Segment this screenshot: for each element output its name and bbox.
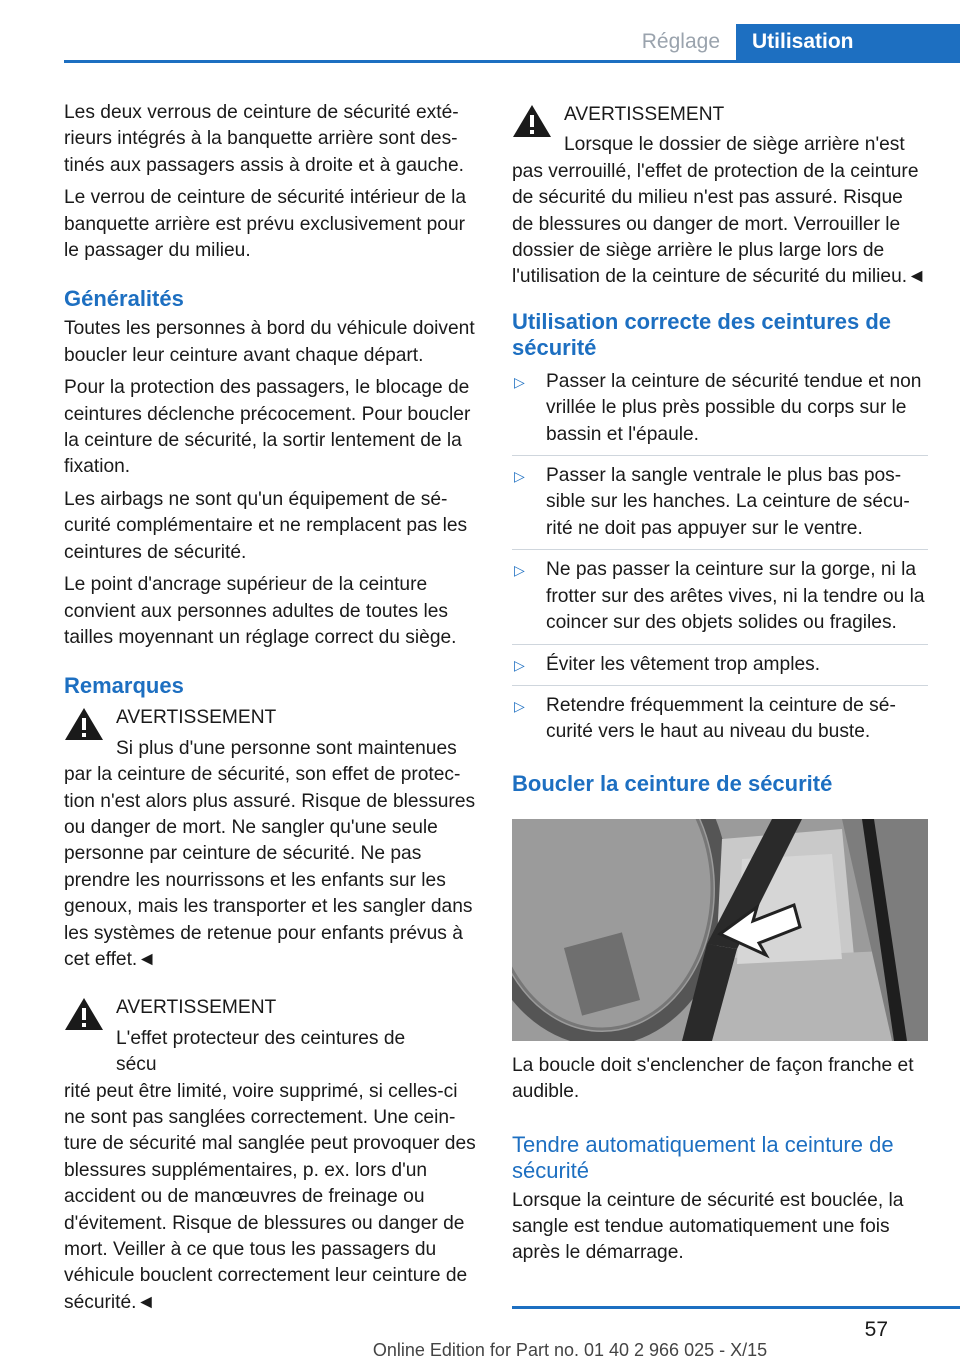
heading-tendre: Tendre automatiquement la ceinture de sécurité: [512, 1131, 894, 1183]
right-column: [512, 100, 928, 1273]
paragraph: Toutes les personnes à bord du véhicule doivent boucler leur ceinture avant chaque départ.: [64, 318, 475, 366]
warning-text: Si plus d'une personne sont maintenues par la ceinture de sécurité, son effet de protection n'est alors plus assuré. Risque de blessures ou danger de mort. Ne sangler qu'une seule personne par ceinture de sécurité. Ne pas prendre les nourrissons et les enfants sur les genoux, mais les transporter et les sangler dans les systèmes de retenue pour enfants prévus à cet effet.◄: [64, 737, 476, 970]
tab-reglage[interactable]: Réglage: [641, 30, 720, 53]
heading-utilisation-correcte: Utilisation correcte des ceintures de sécurité: [512, 308, 892, 360]
header-divider: [64, 60, 960, 63]
warning-title: AVERTISSEMENT: [116, 707, 277, 729]
triangle-bullet-icon: ▷: [514, 373, 525, 390]
paragraph: Les deux verrous de ceinture de sécurité extérieurs intégrés à la banquette arrière sont destinés aux passagers assis à droite et à gauche.: [64, 102, 464, 176]
heading-generalites: Généralités: [64, 286, 184, 312]
list-item: ▷ Passer la ceinture de sécurité tendue et non vrillée le plus près possible du corps sur le bassin et l'épaule.: [512, 369, 928, 456]
instruction-list: [512, 369, 928, 753]
warning-text: Lorsque le dossier de siège arrière n'est pas verrouillé, l'effet de protection de la ceinture de sécurité du milieu n'est pas assuré. Risque de blessures ou danger de mort. Verrouiller le dossier de siège arrière le plus large lors de l'utilisation de la ceinture de sécurité du milieu.◄: [512, 134, 927, 288]
paragraph: La boucle doit s'enclencher de façon franche et audible.: [512, 1054, 914, 1103]
warning-icon: [64, 997, 104, 1031]
warning-block: [64, 995, 480, 1316]
warning-text: L'effet protecteur des ceintures de sécu rité peut être limité, voire supprimé, si celles-ci ne sont pas sanglées correctement. Une ceinture de sécurité mal sanglée peut provoquer des blessures supplémentaires, p. ex. lors d'un accident ou de manœuvres de freinage ou d'évitement. Risque de blessures ou danger de mort. Veiller à ce que tous les passagers du véhicule bouclent correctement leur ceinture de sécurité.◄: [64, 1027, 476, 1313]
triangle-bullet-icon: ▷: [514, 656, 525, 673]
edition-note: Online Edition for Part no. 01 40 2 966 025 - X/15: [372, 1340, 768, 1360]
paragraph: Lorsque la ceinture de sécurité est bouclée, la sangle est tendue automatiquement une fois après le démarrage.: [512, 1189, 904, 1264]
warning-block: [512, 102, 928, 291]
heading-boucler: Boucler la ceinture de sécurité: [512, 770, 833, 796]
paragraph: Pour la protection des passagers, le blocage de ceintures déclenche précocement. Pour boucler la ceinture de sécurité, la sortir lentement de la fixation.: [64, 377, 471, 478]
list-item: ▷ Passer la sangle ventrale le plus bas possible sur les hanches. La ceinture de sécurité ne doit pas appuyer sur le ventre.: [512, 463, 928, 550]
seatbelt-photo: [512, 819, 928, 1041]
footer-divider: [512, 1306, 960, 1309]
tab-utilisation[interactable]: Utilisation: [736, 24, 960, 60]
warning-icon: [64, 707, 104, 741]
triangle-bullet-icon: ▷: [514, 562, 525, 579]
triangle-bullet-icon: ▷: [514, 468, 525, 485]
triangle-bullet-icon: ▷: [514, 697, 525, 714]
paragraph: Les airbags ne sont qu'un équipement de sécurité complémentaire et ne remplacent pas les ceintures de sécurité.: [64, 488, 468, 563]
warning-icon: [512, 104, 552, 138]
warning-title: AVERTISSEMENT: [116, 997, 277, 1019]
list-item: ▷ Retendre fréquemment la ceinture de sécurité vers le haut au niveau du buste.: [514, 694, 896, 743]
heading-remarques: Remarques: [64, 673, 184, 699]
left-column: [64, 100, 480, 1338]
seatbelt-illustration: [512, 819, 928, 1041]
page-number: 57: [864, 1318, 888, 1341]
paragraph: Le point d'ancrage supérieur de la ceinture convient aux personnes adultes de toutes les tailles moyennant un réglage correct du siège.: [64, 574, 457, 648]
list-item: ▷ Ne pas passer la ceinture sur la gorge, ni la frotter sur des arêtes vives, ni la tendre ou la coincer sur des objets solides ou fragiles.: [512, 557, 928, 644]
page-header: [0, 24, 960, 62]
paragraph: Le verrou de ceinture de sécurité intérieur de la banquette arrière est prévu exclusivement pour le passager du milieu.: [64, 187, 467, 262]
warning-block: [64, 705, 480, 973]
list-item: ▷ Éviter les vêtement trop amples.: [512, 652, 928, 686]
warning-title: AVERTISSEMENT: [564, 104, 725, 125]
